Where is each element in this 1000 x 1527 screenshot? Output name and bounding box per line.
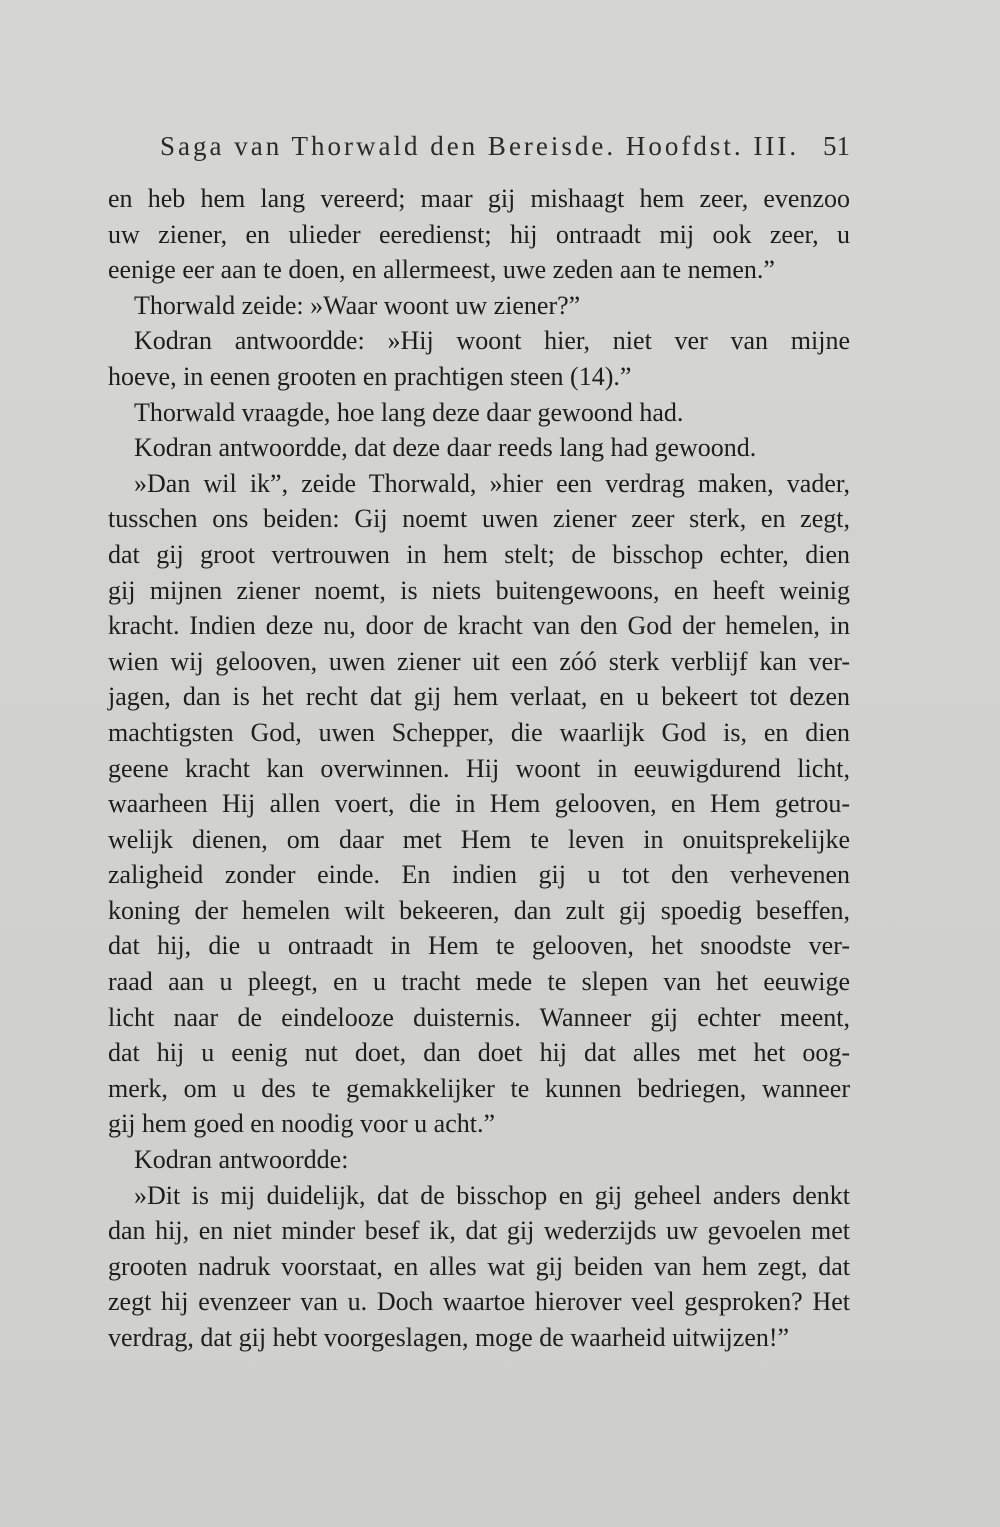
text-line: eenige eer aan te doen, en allermeest, uwe zeden aan te nemen.” (108, 255, 775, 285)
text-line: gij mijnen ziener noemt, is niets buitengewoons, en heeft weinig (108, 575, 850, 605)
text-line: en heb hem lang vereerd; maar gij mishaagt hem zeer, evenzoo (108, 184, 850, 213)
text-line: kracht. Indien deze nu, door de kracht van den God der hemelen, in (108, 611, 850, 641)
text-line: dat hij u eenig nut doet, dan doet hij dat alles met het oog- (108, 1038, 850, 1068)
text-line: Kodran antwoordde: (134, 1145, 349, 1175)
text-line: licht naar de eindelooze duisternis. Wanneer gij echter meent, (108, 1002, 850, 1032)
text-line: Kodran antwoordde: »Hij woont hier, niet ver van mijne (134, 326, 850, 356)
text-line: welijk dienen, om daar met Hem te leven in onuitsprekelijke (108, 824, 850, 854)
text-line: zegt hij evenzeer van u. Doch waartoe hierover veel gesproken? Het (108, 1287, 850, 1317)
text-line: grooten nadruk voorstaat, en alles wat gij beiden van hem zegt, dat (108, 1251, 850, 1281)
text-line: dat gij groot vertrouwen in hem stelt; de bisschop echter, dien (108, 539, 850, 569)
text-line: dat hij, die u ontraadt in Hem te gelooven, het snoodste ver- (108, 931, 850, 961)
text-line: »Dan wil ik”, zeide Thorwald, »hier een verdrag maken, vader, (134, 468, 850, 498)
text-line: machtigsten God, uwen Schepper, die waarlijk God is, en dien (108, 717, 850, 747)
text-line: dan hij, en niet minder besef ik, dat gij wederzijds uw gevoelen met (108, 1216, 850, 1246)
text-line: uw ziener, en ulieder eeredienst; hij ontraadt mij ook zeer, u (108, 219, 850, 249)
text-line: Kodran antwoordde, dat deze daar reeds lang had gewoond. (134, 433, 757, 463)
page-number: 51 (823, 131, 850, 161)
text-line: wien wij gelooven, uwen ziener uit een zóó sterk verblijf kan ver- (108, 646, 850, 676)
text-line: geene kracht kan overwinnen. Hij woont in eeuwigdurend licht, (108, 753, 850, 783)
text-line: »Dit is mij duidelijk, dat de bisschop en gij geheel anders denkt (134, 1180, 850, 1210)
text-line: waarheen Hij allen voert, die in Hem gelooven, en Hem getrou- (108, 789, 850, 819)
text-line: gij hem goed en noodig voor u acht.” (108, 1109, 496, 1139)
text-line: tusschen ons beiden: Gij noemt uwen ziener zeer sterk, en zegt, (108, 504, 850, 534)
text-line: Thorwald zeide: »Waar woont uw ziener?” (134, 290, 581, 320)
text-line: koning der hemelen wilt bekeeren, dan zult gij spoedig beseffen, (108, 895, 850, 925)
text-line: verdrag, dat gij hebt voorgeslagen, moge de waarheid uitwijzen!” (108, 1323, 790, 1352)
text-line: zaligheid zonder einde. En indien gij u tot den verhevenen (108, 860, 850, 890)
text-line: Thorwald vraagde, hoe lang deze daar gewoond had. (134, 397, 684, 427)
running-head-title: Saga van Thorwald den Bereisde. Hoofdst. III. (160, 131, 800, 161)
text-line: raad aan u pleegt, en u tracht mede te slepen van het eeuwige (108, 967, 850, 997)
text-line: hoeve, in eenen grooten en prachtigen steen (14).” (108, 361, 632, 391)
body-text (108, 181, 850, 1356)
text-line: jagen, dan is het recht dat gij hem verlaat, en u bekeert tot dezen (108, 682, 850, 712)
running-head (160, 128, 850, 164)
text-line: merk, om u des te gemakkelijker te kunnen bedriegen, wanneer (108, 1073, 850, 1103)
